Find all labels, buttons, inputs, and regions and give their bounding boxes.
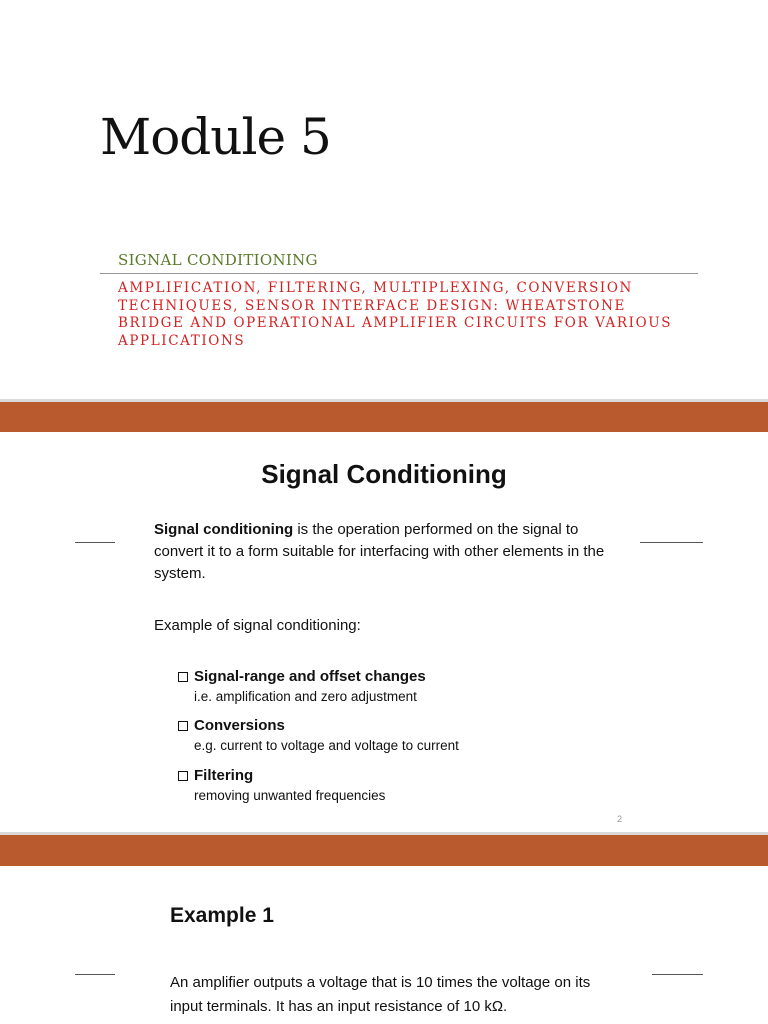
slide-divider-band-1 [0, 402, 768, 432]
subtitle-divider [100, 273, 698, 274]
bullet-item [178, 717, 459, 753]
checkbox-bullet-icon [178, 672, 188, 682]
bullet-title: Filtering [194, 767, 254, 784]
section-subtitle: SIGNAL CONDITIONING [118, 251, 318, 269]
checkbox-bullet-icon [178, 771, 188, 781]
bullet-detail: i.e. amplification and zero adjustment [194, 689, 417, 704]
definition-text: is the operation performed on the signal to convert it to a form suitable for interfacing with other elements in the system. [154, 521, 605, 582]
page-number: 2 [617, 814, 623, 824]
checkbox-bullet-icon [178, 721, 188, 731]
example-heading: Example 1 [170, 904, 274, 927]
example-text: An amplifier outputs a voltage that is 10 times the voltage on its input terminals. It has an input resistance of 10 kΩ. [170, 974, 591, 1015]
slide-1 [0, 0, 768, 400]
left-decor-rule [75, 974, 115, 975]
definition-paragraph [154, 519, 614, 585]
slide-3 [0, 866, 768, 1024]
module-title: Module 5 [100, 108, 331, 166]
bullet-item [178, 767, 385, 803]
bullet-title: Conversions [194, 717, 285, 734]
right-decor-rule [652, 974, 703, 975]
bullet-detail: e.g. current to voltage and voltage to current [194, 738, 459, 753]
bullet-detail: removing unwanted frequencies [194, 788, 386, 803]
topics-list: AMPLIFICATION, FILTERING, MULTIPLEXING, CONVERSION TECHNIQUES, SENSOR INTERFACE DESIGN: WHEATSTONE BRIDGE AND OPERATIONAL AMPLIFIER CIRCUITS FOR VARIOUS APPLICATIONS [118, 280, 673, 349]
left-decor-rule [75, 542, 115, 543]
slide-2 [0, 432, 768, 832]
slide-divider-band-2 [0, 835, 768, 866]
example-intro: Example of signal conditioning: [154, 617, 361, 634]
slide-heading: Signal Conditioning [261, 459, 507, 489]
definition-term: Signal conditioning [154, 521, 294, 538]
bullet-item [178, 668, 426, 704]
bullet-title: Signal-range and offset changes [194, 668, 426, 685]
right-decor-rule [640, 542, 703, 543]
